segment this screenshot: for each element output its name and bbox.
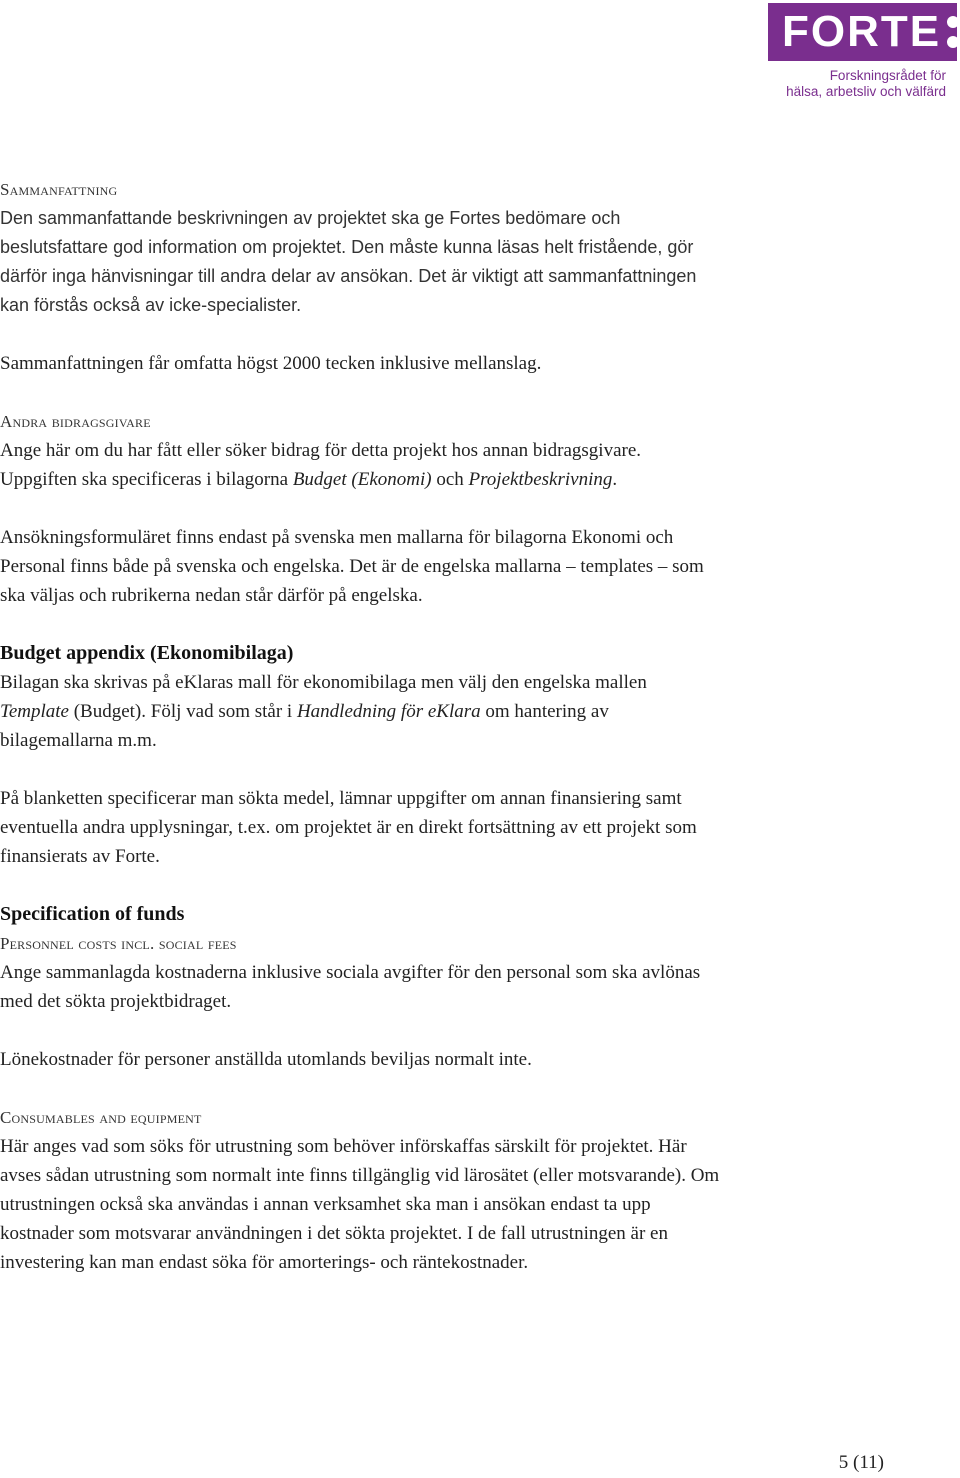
logo-tagline [765,68,960,100]
subheading-personnel-costs: Personnel costs incl. social fees [0,934,237,953]
andra-bidragsgivare-text-3: . [612,469,618,490]
logo-wordmark: FORTE [782,7,942,56]
subheading-consumables: Consumables and equipment [0,1108,202,1127]
budget-form-text: På blanketten specificerar man sökta medel, lämnar uppgifter om annan finansiering samt eventuella andra upplysningar, t.ex. om projektet är en direkt fortsättning av ett projekt som finansierats av Forte. [0,788,697,867]
section-budget-appendix [0,639,720,755]
section-specification [0,900,720,1016]
logo-wordmark-box [768,3,957,61]
language-note: Ansökningsformuläret finns endast på svenska men mallarna för bilagorna Ekonomi och Personal finns både på svenska och engelska. Det är de engelska mallarna – templates – som ska väljas och rubrikerna nedan står därför på engelska. [0,527,704,606]
section-heading-specification: Specification of funds [0,903,185,925]
section-andra-bidragsgivare [0,407,720,494]
logo-tagline-line-1: Forskningsrådet för [829,68,946,83]
sammanfattning-limit: Sammanfattningen får omfatta högst 2000 tecken inklusive mellanslag. [0,353,542,374]
budget-appendix-text-2: (Budget). Följ vad som står i [68,701,297,722]
personnel-costs-note: Lönekostnader för personer anställda utomlands beviljas normalt inte. [0,1049,532,1070]
andra-bidragsgivare-text-2: och [431,469,469,490]
sammanfattning-text: Den sammanfattande beskrivningen av projektet ska ge Fortes bedömare och beslutsfattare god information om projektet. Den måste kunna läsas helt fristående, gör därför inga hänvisningar till andra delar av ansökan. Det är viktigt att sammanfattningen kan förstås också av icke-specialister. [0,208,697,315]
handledning-ref: Handledning för eKlara [296,701,481,722]
section-sammanfattning [0,175,720,320]
page-number: 5 (11) [838,1452,884,1473]
logo-tagline-line-2: hälsa, arbetsliv och välfärd [786,84,946,99]
logo-colon-icon [947,12,957,52]
section-heading-andra-bidragsgivare: Andra bidragsgivare [0,412,151,431]
forte-logo [765,0,960,104]
budget-appendix-text-1: Bilagan ska skrivas på eKlaras mall för ekonomibilaga men välj den engelska mallen [0,672,647,693]
budget-appendix-text-3: om hantering av bilagemallarna m.m. [0,701,609,751]
document-body [0,175,720,1306]
consumables-text: Här anges vad som söks för utrustning som behöver införskaffas särskilt för projektet. Här avses sådan utrustning som normalt inte finns tillgänglig vid lärosätet (eller motsvarande). Om utrustningen också ska användas i annan verksamhet ska man i ansökan endast ta upp kostnader som motsvarar användningen i det sökta projektet. I de fall utrustningen är en investering kan man endast söka för amorterings- och räntekostnader. [0,1136,720,1273]
budget-template-ref: Template [0,701,69,722]
andra-bidragsgivare-projekt-ref: Projektbeskrivning [468,469,613,490]
section-consumables [0,1103,720,1277]
andra-bidragsgivare-budget-ref: Budget (Ekonomi) [292,469,432,490]
section-heading-budget-appendix: Budget appendix (Ekonomibilaga) [0,642,294,664]
personnel-costs-text: Ange sammanlagda kostnaderna inklusive sociala avgifter för den personal som ska avlönas med det sökta projektbidraget. [0,962,701,1012]
section-heading-sammanfattning: Sammanfattning [0,180,118,199]
andra-bidragsgivare-text-1: Ange här om du har fått eller söker bidrag för detta projekt hos annan bidragsgivare. Uppgiften ska specificeras i bilagorna [0,440,642,490]
